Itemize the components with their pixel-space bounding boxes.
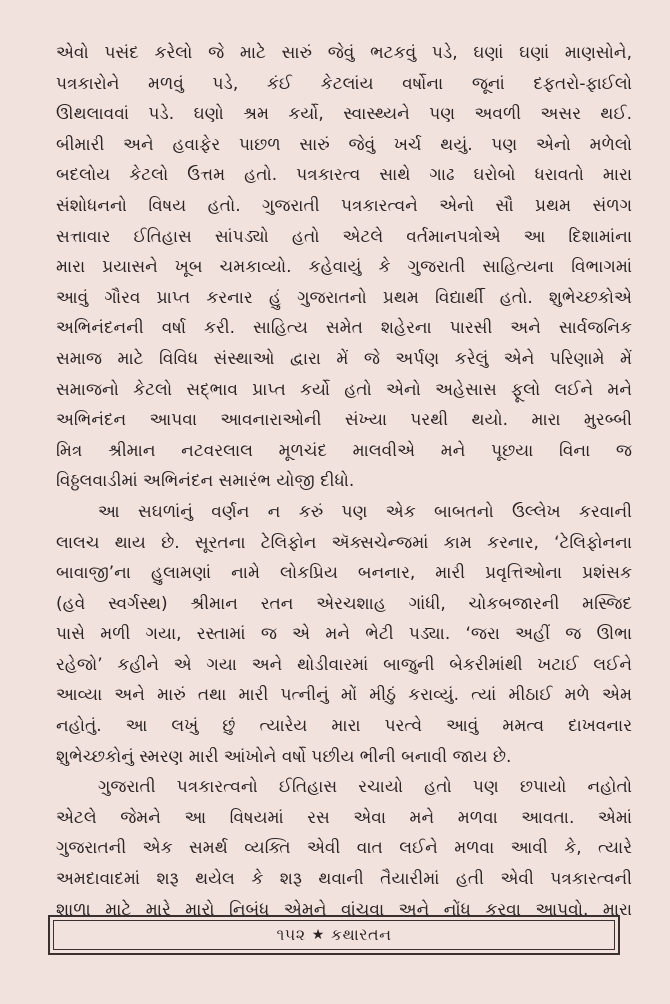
text-line: નહોતું. આ લખું છું ત્યારેય મારા પરત્વે આવું મમત્વ દાખવનાર bbox=[56, 716, 632, 737]
book-title: કથારતન bbox=[330, 925, 392, 944]
text-line: આવ્યા અને મારું તથા મારી પત્નીનું મોં મીઠું કરાવ્યું. ત્યાં મીઠાઈ મળે એમ bbox=[56, 685, 632, 706]
text-line: બાવાજી’ના હુલામણાં નામે લોકપ્રિય બનનાર, મારી પ્રવૃત્તિઓના પ્રશંસક bbox=[56, 563, 632, 584]
text-line: ગુજરાતી પત્રકારત્વનો ઈતિહાસ રચાયો હતો પણ છપાયો નહોતો bbox=[98, 777, 632, 798]
body-text bbox=[56, 38, 632, 925]
text-line: મારા પ્રયાસને ખૂબ ચમકાવ્યો. કહેવાયું કે ગુજરાતી સાહિત્યના વિભાગમાં bbox=[56, 257, 632, 278]
text-line: ગુજરાતની એક સમર્થ વ્યક્તિ એવી વાત લઈને મળવા આવી કે, ત્યારે bbox=[56, 838, 632, 859]
text-line: અમદાવાદમાં શરૂ થયેલ કે શરૂ થવાની તૈયારીમાં હતી એવી પત્રકારત્વની bbox=[56, 869, 632, 890]
text-line: બીમારી અને હવાફેર પાછળ સારું જેવું ખર્ચ થયું. પણ એનો મળેલો bbox=[56, 134, 632, 155]
text-line: એવો પસંદ કરેલો જે માટે સારું જેવું ભટકવું પડે, ઘણાં ઘણાં માણસોને, bbox=[56, 43, 632, 63]
text-line: પાસે મળી ગયા, રસ્તામાં જ એ મને ભેટી પડ્યા. ‘જરા અહીં જ ઊભા bbox=[56, 624, 632, 645]
page-number: ૧૫૨ bbox=[276, 925, 306, 944]
text-line: લાલચ થાય છે. સૂરતના ટેલિફોન ઍક્સચેન્જમાં કામ કરનાર, ‘ટેલિફોનના bbox=[56, 532, 632, 553]
text-line: શુભેચ્છકોનું સ્મરણ મારી આંખોને વર્ષો પછીય ભીની બનાવી જાય છે. bbox=[56, 746, 512, 767]
text-line: શાળા માટે મારે મારો નિબંધ એમને વાંચવા અને નોંધ કરવા આપવો. મારા bbox=[56, 899, 632, 920]
text-line: (હવે સ્વર્ગસ્થ) શ્રીમાન રતન એરચશાહ ગાંધી, ચોકબજારની મસ્જિદ bbox=[56, 593, 632, 614]
text-line: આ સઘળાંનું વર્ણન ન કરું પણ એક બાબતનો ઉલ્લેખ કરવાની bbox=[98, 501, 632, 522]
text-line: એટલે જેમને આ વિષયમાં રસ એવા મને મળવા આવતા. એમાં bbox=[56, 807, 632, 828]
paragraph-3 bbox=[56, 772, 632, 925]
text-line: અભિનંદનની વર્ષા કરી. સાહિત્ય સમેત શહેરના પારસી અને સાર્વજનિક bbox=[56, 318, 632, 339]
text-line: રહેજો’ કહીને એ ગયા અને થોડીવારમાં બાજુની બેકરીમાંથી ખટાઈ લઈને bbox=[56, 654, 632, 675]
text-line: સમાજ માટે વિવિધ સંસ્થાઓ દ્વારા મેં જે અર્પણ કરેલું એને પરિણામે મેં bbox=[56, 348, 632, 369]
text-line: મિત્ર શ્રીમાન નટવરલાલ મૂળચંદ માલવીએ મને પૂછયા વિના જ bbox=[56, 440, 632, 461]
star-icon: ★ bbox=[311, 927, 325, 943]
text-line: પત્રકારોને મળવું પડે, કંઈ કેટલાંય વર્ષોના જૂનાં દફતરો-ફાઈલો bbox=[56, 73, 632, 94]
text-line: આવું ગૌરવ પ્રાપ્ત કરનાર હું ગુજરાતનો પ્રથમ વિદ્યાર્થી હતો. શુભેચ્છકોએ bbox=[56, 287, 632, 308]
text-line: ઊથલાવવાં પડે. ઘણો શ્રમ કર્યો, સ્વાસ્થ્યને પણ અવળી અસર થઈ. bbox=[56, 104, 632, 125]
paragraph-1 bbox=[56, 38, 632, 497]
paragraph-2 bbox=[56, 497, 632, 772]
text-line: અભિનંદન આપવા આવનારાઓની સંખ્યા પરથી થયો. મારા મુરબ્બી bbox=[56, 410, 632, 431]
text-line: સમાજનો કેટલો સદ્ભાવ પ્રાપ્ત કર્યો હતો એનો અહેસાસ ફૂલો લઈને મને bbox=[56, 379, 632, 400]
text-line: સત્તાવાર ઈતિહાસ સાંપડ્યો હતો એટલે વર્તમાનપત્રોએ આ દિશામાંના bbox=[56, 226, 632, 247]
page-footer bbox=[48, 915, 620, 955]
page-footer-inner bbox=[53, 920, 615, 950]
text-line: સંશોધનનો વિષય હતો. ગુજરાતી પત્રકારત્વને એનો સૌ પ્રથમ સંળગ bbox=[56, 195, 632, 216]
text-line: વિઠ્ઠલવાડીમાં અભિનંદન સમારંભ યોજી દીધો. bbox=[56, 471, 355, 492]
text-line: બદલોય કેટલો ઉત્તમ હતો. પત્રકારત્વ સાથે ગાઢ ઘરોબો ધરાવતો મારા bbox=[56, 165, 632, 186]
